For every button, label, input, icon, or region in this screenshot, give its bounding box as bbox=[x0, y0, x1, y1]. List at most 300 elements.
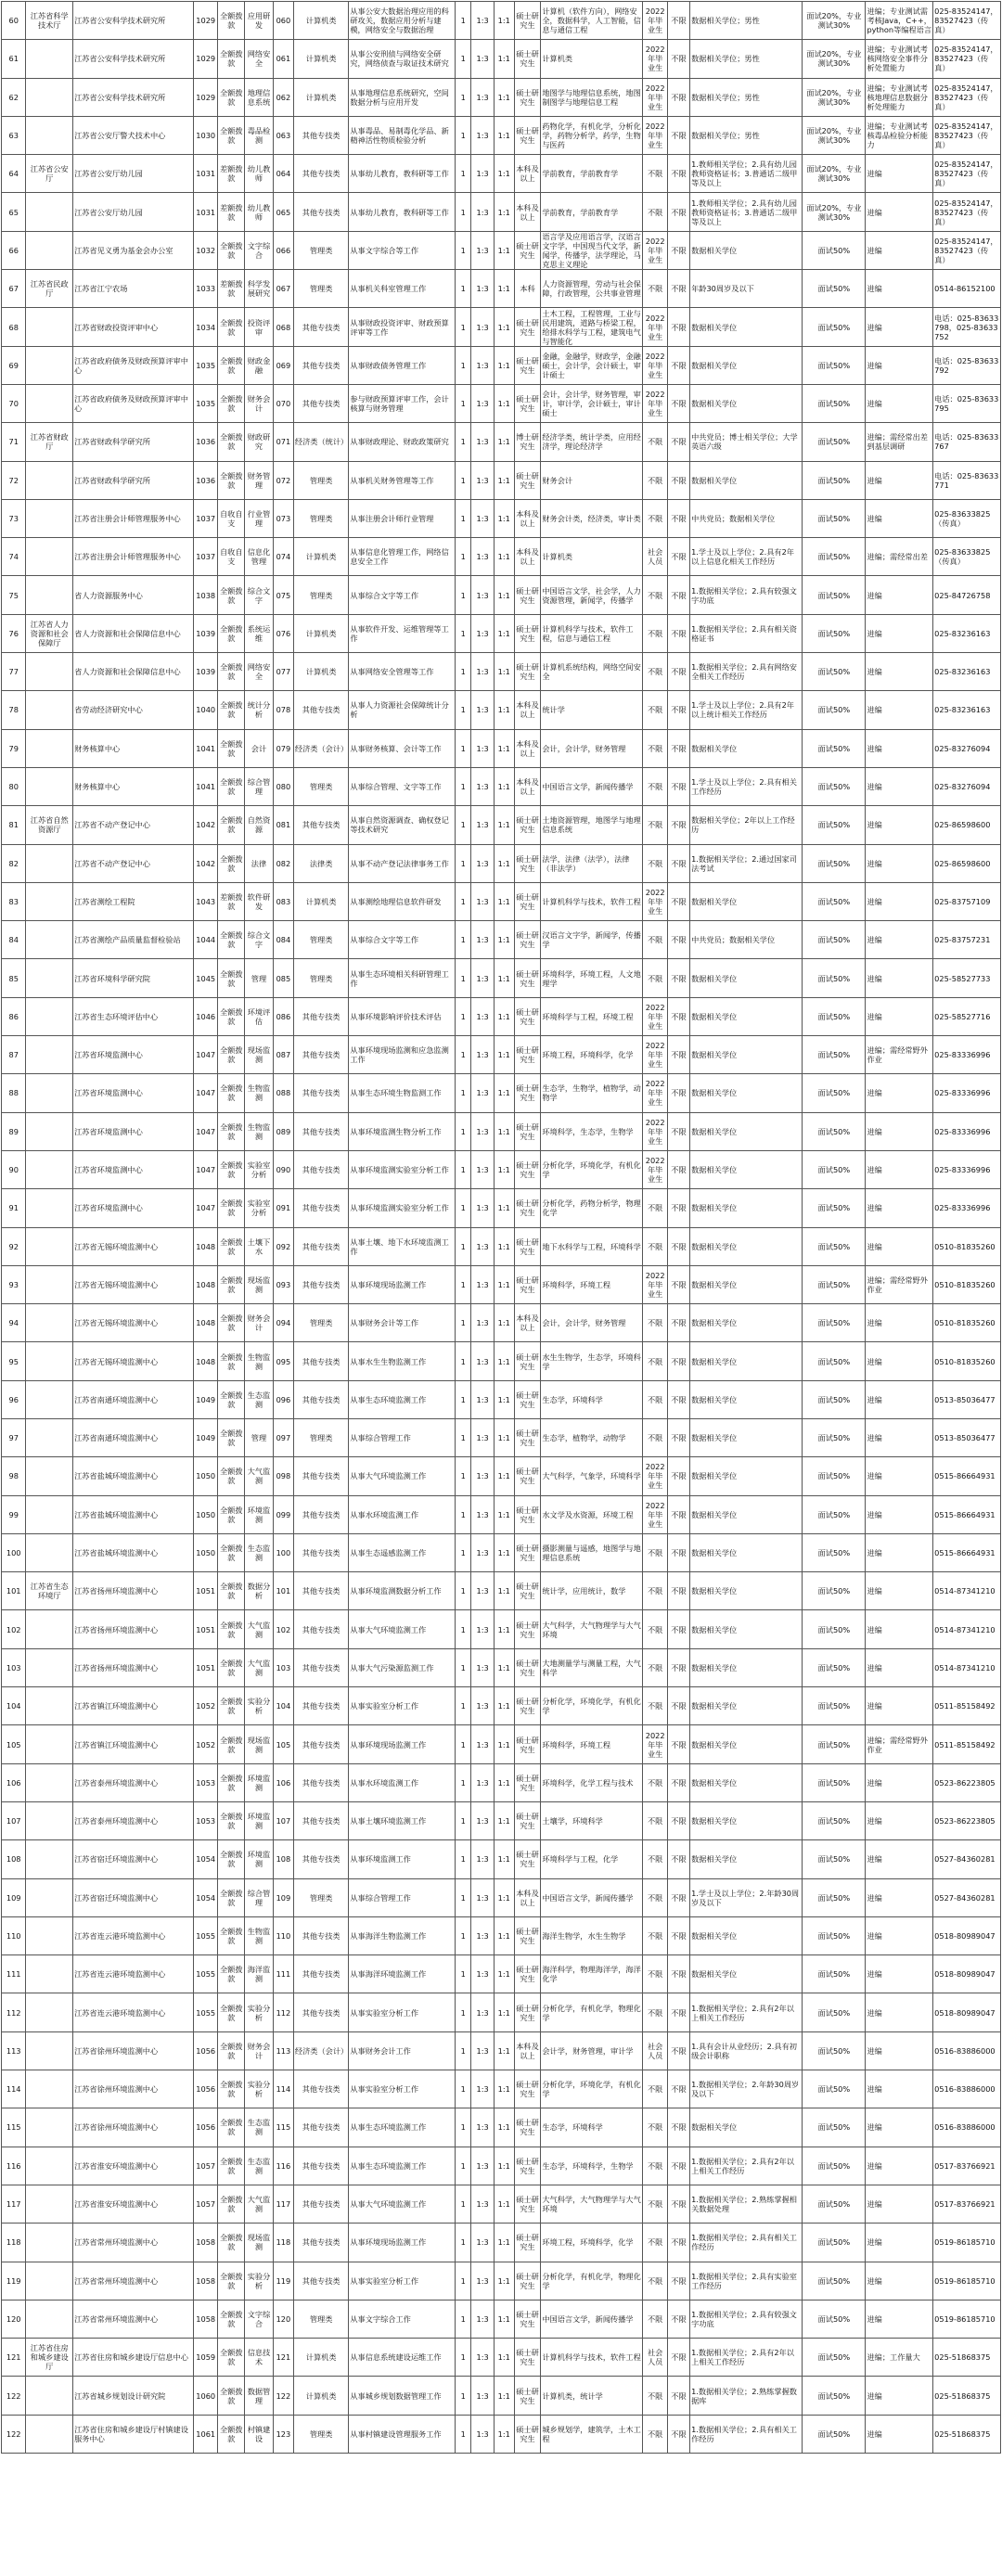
cell-pid: 110 bbox=[273, 1916, 293, 1954]
cell-note: 数据相关学位 bbox=[690, 882, 803, 920]
cell-ratio: 1:3 bbox=[471, 691, 494, 729]
cell-method: 面试50% bbox=[803, 806, 866, 844]
cell-dept bbox=[26, 576, 73, 614]
cell-type: 全额拨款 bbox=[218, 653, 245, 691]
cell-desc: 从事幼儿教育，教科研等工作 bbox=[349, 193, 456, 231]
cell-dept bbox=[26, 921, 73, 959]
cell-ratio2: 1:1 bbox=[494, 461, 514, 499]
cell-dept bbox=[26, 2300, 73, 2338]
cell-major: 计算机科学与技术，软件工程 bbox=[541, 882, 643, 920]
cell-cat: 其他专技类 bbox=[293, 1036, 348, 1074]
cell-cat: 其他专技类 bbox=[293, 116, 348, 154]
cell-uid: 1032 bbox=[194, 231, 218, 269]
cell-note: 中共党员；数据相关学位 bbox=[690, 499, 803, 537]
cell-post: 大气监测 bbox=[245, 2185, 274, 2223]
cell-phone: 0513-85036477 bbox=[933, 1418, 1001, 1456]
cell-uid: 1051 bbox=[194, 1648, 218, 1686]
cell-unit: 江苏省常州环境监测中心 bbox=[73, 2224, 194, 2262]
cell-post: 法律 bbox=[245, 844, 274, 882]
cell-ratio2: 1:1 bbox=[494, 384, 514, 422]
cell-unit: 江苏省泰州环境监测中心 bbox=[73, 1801, 194, 1839]
cell-note: 数据相关学位 bbox=[690, 231, 803, 269]
cell-desc: 从事软件开发、运维管理等工作 bbox=[349, 614, 456, 652]
cell-major: 生态学，环境科学 bbox=[541, 1380, 643, 1418]
table-row bbox=[2, 423, 1001, 461]
cell-uid: 1050 bbox=[194, 1495, 218, 1533]
cell-note: 数据相关学位；2年以上工作经历 bbox=[690, 806, 803, 844]
cell-major: 大气科学，大气物理学与大气环境 bbox=[541, 1610, 643, 1648]
cell-major: 财务会计 bbox=[541, 461, 643, 499]
cell-desc: 从事文字综合工作 bbox=[349, 2300, 456, 2338]
cell-pid: 072 bbox=[273, 461, 293, 499]
cell-req2: 不限 bbox=[667, 499, 689, 537]
cell-type: 全额拨款 bbox=[218, 767, 245, 805]
cell-pid: 067 bbox=[273, 270, 293, 308]
cell-edu: 硕士研究生 bbox=[514, 1036, 541, 1074]
cell-desc: 从事水环境监测工作 bbox=[349, 1763, 456, 1801]
cell-note: 1.学士及以上学位；2.具有2年以上信息化相关工作经历 bbox=[690, 538, 803, 576]
cell-req1: 不限 bbox=[643, 614, 667, 652]
cell-uid: 1045 bbox=[194, 959, 218, 997]
cell-req1: 2022年毕业生 bbox=[643, 308, 667, 346]
cell-major: 土地资源管理，地图学与地理信息系统 bbox=[541, 806, 643, 844]
cell-unit: 江苏省测绘产品质量监督检验站 bbox=[73, 921, 194, 959]
table-row bbox=[2, 767, 1001, 805]
cell-post: 现场监测 bbox=[245, 1265, 274, 1303]
cell-note: 1.数据相关学位；2.熟练掌握相关数据处理 bbox=[690, 2185, 803, 2223]
cell-method: 面试50% bbox=[803, 844, 866, 882]
cell-count: 1 bbox=[455, 231, 471, 269]
cell-major: 法学，法律（法学），法律（非法学） bbox=[541, 844, 643, 882]
cell-note: 数据相关学位 bbox=[690, 346, 803, 384]
cell-desc: 从事生态环境监测工作 bbox=[349, 2147, 456, 2185]
cell-count: 1 bbox=[455, 384, 471, 422]
cell-phone: 电话：025-83633767 bbox=[933, 423, 1001, 461]
cell-note: 数据相关学位 bbox=[690, 997, 803, 1035]
cell-post: 环境监测 bbox=[245, 1763, 274, 1801]
cell-uid: 1034 bbox=[194, 308, 218, 346]
cell-ratio2: 1:1 bbox=[494, 1763, 514, 1801]
cell-dept bbox=[26, 882, 73, 920]
table-row bbox=[2, 1036, 1001, 1074]
cell-edu: 博士研究生 bbox=[514, 423, 541, 461]
cell-cat: 其他专技类 bbox=[293, 1112, 348, 1150]
cell-unit: 江苏省徐州环境监测中心 bbox=[73, 2070, 194, 2108]
cell-desc: 从事综合管理、文字等工作 bbox=[349, 767, 456, 805]
cell-pid: 068 bbox=[273, 308, 293, 346]
cell-ratio2: 1:1 bbox=[494, 997, 514, 1035]
cell-ratio2: 1:1 bbox=[494, 2070, 514, 2108]
cell-phone: 0510-81835260 bbox=[933, 1227, 1001, 1265]
cell-phone: 025-83276094 bbox=[933, 767, 1001, 805]
cell-req2: 不限 bbox=[667, 1074, 689, 1112]
cell-type: 全额拨款 bbox=[218, 1036, 245, 1074]
cell-cat: 其他专技类 bbox=[293, 2147, 348, 2185]
table-row bbox=[2, 2224, 1001, 2262]
cell-req2: 不限 bbox=[667, 1763, 689, 1801]
cell-major: 中国语言文学，新闻传播学 bbox=[541, 2300, 643, 2338]
cell-phone: 0519-86185710 bbox=[933, 2224, 1001, 2262]
cell-extra: 进编；专业测试需考核Java，C++，python等编程语言 bbox=[866, 2, 933, 40]
cell-req1: 不限 bbox=[643, 2185, 667, 2223]
cell-no: 66 bbox=[2, 231, 26, 269]
cell-extra: 进编 bbox=[866, 1955, 933, 1993]
cell-post: 海洋监测 bbox=[245, 1955, 274, 1993]
cell-post: 生态监测 bbox=[245, 1380, 274, 1418]
cell-ratio: 1:3 bbox=[471, 653, 494, 691]
cell-no: 88 bbox=[2, 1074, 26, 1112]
cell-no: 104 bbox=[2, 1687, 26, 1725]
cell-uid: 1055 bbox=[194, 1993, 218, 2031]
cell-desc: 从事网络安全管理等工作 bbox=[349, 653, 456, 691]
cell-extra: 进编 bbox=[866, 346, 933, 384]
cell-post: 应用研发 bbox=[245, 2, 274, 40]
cell-req1: 2022年毕业生 bbox=[643, 1112, 667, 1150]
cell-method: 面试50% bbox=[803, 2147, 866, 2185]
table-row bbox=[2, 614, 1001, 652]
cell-count: 1 bbox=[455, 1112, 471, 1150]
cell-desc: 从事公安大数据治理应用的科研攻关，数据应用分析与建模，网络安全与数据治理 bbox=[349, 2, 456, 40]
cell-req1: 社会人员 bbox=[643, 2031, 667, 2070]
cell-count: 1 bbox=[455, 2, 471, 40]
cell-dept: 江苏省生态环境厅 bbox=[26, 1572, 73, 1610]
cell-post: 信息化管理 bbox=[245, 538, 274, 576]
cell-type: 全额拨款 bbox=[218, 997, 245, 1035]
cell-req2: 不限 bbox=[667, 1112, 689, 1150]
cell-ratio: 1:3 bbox=[471, 767, 494, 805]
cell-no: 74 bbox=[2, 538, 26, 576]
cell-no: 98 bbox=[2, 1457, 26, 1495]
cell-pid: 062 bbox=[273, 78, 293, 116]
cell-no: 91 bbox=[2, 1189, 26, 1227]
cell-desc: 从事环境监测实验室分析工作 bbox=[349, 1189, 456, 1227]
cell-edu: 硕士研究生 bbox=[514, 384, 541, 422]
cell-type: 全额拨款 bbox=[218, 1189, 245, 1227]
table-row bbox=[2, 2300, 1001, 2338]
cell-extra: 进编 bbox=[866, 576, 933, 614]
cell-edu: 硕士研究生 bbox=[514, 2147, 541, 2185]
cell-edu: 本科及以上 bbox=[514, 1878, 541, 1916]
cell-ratio: 1:3 bbox=[471, 997, 494, 1035]
cell-type: 全额拨款 bbox=[218, 2031, 245, 2070]
cell-post: 综合文字 bbox=[245, 576, 274, 614]
cell-method: 面试50% bbox=[803, 1495, 866, 1533]
cell-desc: 从事注册会计师行业管理 bbox=[349, 499, 456, 537]
cell-desc: 从事环境监测实验室分析工作 bbox=[349, 1150, 456, 1188]
cell-pid: 093 bbox=[273, 1265, 293, 1303]
cell-desc: 从事海洋环境监测工作 bbox=[349, 1955, 456, 1993]
cell-major: 城乡规划学，建筑学，土木工程 bbox=[541, 2415, 643, 2453]
cell-method: 面试20%，专业测试30% bbox=[803, 116, 866, 154]
cell-no: 105 bbox=[2, 1725, 26, 1763]
cell-req2: 不限 bbox=[667, 997, 689, 1035]
cell-uid: 1048 bbox=[194, 1304, 218, 1342]
cell-cat: 管理类 bbox=[293, 231, 348, 269]
cell-edu: 硕士研究生 bbox=[514, 1380, 541, 1418]
cell-extra: 进编 bbox=[866, 2031, 933, 2070]
cell-post: 数据分析 bbox=[245, 1572, 274, 1610]
cell-ratio: 1:3 bbox=[471, 921, 494, 959]
cell-unit: 江苏省连云港环境监测中心 bbox=[73, 1993, 194, 2031]
cell-req2: 不限 bbox=[667, 193, 689, 231]
table-row bbox=[2, 1533, 1001, 1571]
cell-pid: 075 bbox=[273, 576, 293, 614]
cell-ratio2: 1:1 bbox=[494, 1993, 514, 2031]
cell-desc: 从事环境监测数据分析工作 bbox=[349, 1572, 456, 1610]
cell-count: 1 bbox=[455, 882, 471, 920]
cell-unit: 江苏省扬州环境监测中心 bbox=[73, 1648, 194, 1686]
cell-method: 面试50% bbox=[803, 1457, 866, 1495]
cell-dept bbox=[26, 1725, 73, 1763]
cell-cat: 法律类 bbox=[293, 844, 348, 882]
cell-ratio: 1:3 bbox=[471, 423, 494, 461]
cell-req2: 不限 bbox=[667, 1304, 689, 1342]
cell-pid: 099 bbox=[273, 1495, 293, 1533]
cell-phone: 025-83336996 bbox=[933, 1189, 1001, 1227]
cell-req1: 不限 bbox=[643, 2147, 667, 2185]
cell-major: 环境工程，环境科学，化学 bbox=[541, 2224, 643, 2262]
cell-cat: 其他专技类 bbox=[293, 1457, 348, 1495]
cell-method: 面试50% bbox=[803, 1572, 866, 1610]
cell-req2: 不限 bbox=[667, 844, 689, 882]
cell-req1: 不限 bbox=[643, 193, 667, 231]
cell-extra: 进编 bbox=[866, 1916, 933, 1954]
cell-unit: 江苏省不动产登记中心 bbox=[73, 806, 194, 844]
cell-type: 全额拨款 bbox=[218, 2224, 245, 2262]
cell-extra: 进编 bbox=[866, 2377, 933, 2415]
cell-unit: 江苏省常州环境监测中心 bbox=[73, 2300, 194, 2338]
cell-post: 行业管理 bbox=[245, 499, 274, 537]
cell-extra: 进编 bbox=[866, 308, 933, 346]
cell-type: 差额拨款 bbox=[218, 193, 245, 231]
cell-edu: 硕士研究生 bbox=[514, 614, 541, 652]
cell-phone: 025-83633825（传真） bbox=[933, 538, 1001, 576]
cell-req1: 不限 bbox=[643, 423, 667, 461]
cell-count: 1 bbox=[455, 2339, 471, 2377]
cell-ratio2: 1:1 bbox=[494, 2339, 514, 2377]
cell-count: 1 bbox=[455, 1916, 471, 1954]
cell-post: 综合文字 bbox=[245, 921, 274, 959]
cell-phone: 025-83276094 bbox=[933, 729, 1001, 767]
cell-extra: 进编；工作量大 bbox=[866, 2339, 933, 2377]
cell-method: 面试50% bbox=[803, 1840, 866, 1878]
cell-type: 全额拨款 bbox=[218, 1572, 245, 1610]
cell-phone: 025-83524147，83527423（传真） bbox=[933, 116, 1001, 154]
cell-desc: 从事不动产登记法律事务工作 bbox=[349, 844, 456, 882]
cell-desc: 从事人力资源社会保障统计分析 bbox=[349, 691, 456, 729]
cell-cat: 其他专技类 bbox=[293, 2262, 348, 2300]
cell-dept bbox=[26, 2031, 73, 2070]
cell-edu: 本科 bbox=[514, 270, 541, 308]
cell-pid: 106 bbox=[273, 1763, 293, 1801]
cell-major: 会计，会计学，财务管理 bbox=[541, 729, 643, 767]
cell-major: 大气科学，大气物理学与大气环境 bbox=[541, 2185, 643, 2223]
table-row bbox=[2, 729, 1001, 767]
cell-dept bbox=[26, 116, 73, 154]
cell-unit: 财务核算中心 bbox=[73, 767, 194, 805]
cell-note: 1.数据相关学位；2.具有相关工作经历 bbox=[690, 2415, 803, 2453]
cell-ratio: 1:3 bbox=[471, 384, 494, 422]
cell-dept bbox=[26, 691, 73, 729]
cell-uid: 1029 bbox=[194, 78, 218, 116]
cell-ratio: 1:3 bbox=[471, 1227, 494, 1265]
cell-desc: 从事环境现场监测工作 bbox=[349, 1725, 456, 1763]
cell-pid: 096 bbox=[273, 1380, 293, 1418]
cell-uid: 1029 bbox=[194, 2, 218, 40]
cell-post: 管理 bbox=[245, 1418, 274, 1456]
cell-dept bbox=[26, 959, 73, 997]
cell-type: 全额拨款 bbox=[218, 1763, 245, 1801]
cell-no: 62 bbox=[2, 78, 26, 116]
cell-pid: 087 bbox=[273, 1036, 293, 1074]
cell-method: 面试50% bbox=[803, 2185, 866, 2223]
cell-dept bbox=[26, 1955, 73, 1993]
cell-pid: 098 bbox=[273, 1457, 293, 1495]
cell-count: 1 bbox=[455, 78, 471, 116]
cell-type: 全额拨款 bbox=[218, 2339, 245, 2377]
cell-dept bbox=[26, 729, 73, 767]
cell-count: 1 bbox=[455, 1495, 471, 1533]
cell-edu: 本科及以上 bbox=[514, 729, 541, 767]
cell-method: 面试50% bbox=[803, 1304, 866, 1342]
cell-pid: 083 bbox=[273, 882, 293, 920]
cell-req1: 2022年毕业生 bbox=[643, 997, 667, 1035]
cell-count: 1 bbox=[455, 1840, 471, 1878]
cell-count: 1 bbox=[455, 1993, 471, 2031]
cell-ratio: 1:3 bbox=[471, 844, 494, 882]
cell-no: 65 bbox=[2, 193, 26, 231]
cell-pid: 114 bbox=[273, 2070, 293, 2108]
cell-type: 全额拨款 bbox=[218, 729, 245, 767]
cell-note: 数据相关学位 bbox=[690, 1457, 803, 1495]
table-row bbox=[2, 1418, 1001, 1456]
cell-major: 分析化学，环境化学，有机化学 bbox=[541, 1687, 643, 1725]
cell-req2: 不限 bbox=[667, 1648, 689, 1686]
cell-unit: 江苏省镇江环境监测中心 bbox=[73, 1725, 194, 1763]
cell-extra: 进编 bbox=[866, 2147, 933, 2185]
cell-edu: 硕士研究生 bbox=[514, 346, 541, 384]
cell-desc: 从事环境现场监测和应急监测工作 bbox=[349, 1036, 456, 1074]
cell-type: 全额拨款 bbox=[218, 1687, 245, 1725]
cell-count: 1 bbox=[455, 155, 471, 193]
cell-major: 海洋科学，物理海洋学，海洋化学 bbox=[541, 1955, 643, 1993]
cell-pid: 088 bbox=[273, 1074, 293, 1112]
cell-pid: 061 bbox=[273, 40, 293, 78]
cell-count: 1 bbox=[455, 538, 471, 576]
cell-note: 中共党员；博士相关学位；大学英语六级 bbox=[690, 423, 803, 461]
cell-phone: 0511-85158492 bbox=[933, 1725, 1001, 1763]
cell-pid: 105 bbox=[273, 1725, 293, 1763]
cell-desc: 从事财政债务管理工作 bbox=[349, 346, 456, 384]
cell-no: 64 bbox=[2, 155, 26, 193]
cell-ratio: 1:3 bbox=[471, 499, 494, 537]
cell-major: 生态学，生物学，植物学，动物学 bbox=[541, 1074, 643, 1112]
cell-extra: 进编 bbox=[866, 844, 933, 882]
cell-method: 面试50% bbox=[803, 2377, 866, 2415]
cell-extra: 进编 bbox=[866, 691, 933, 729]
cell-dept bbox=[26, 308, 73, 346]
cell-dept bbox=[26, 1380, 73, 1418]
cell-no: 118 bbox=[2, 2224, 26, 2262]
cell-note: 数据相关学位 bbox=[690, 1074, 803, 1112]
cell-uid: 1055 bbox=[194, 1916, 218, 1954]
cell-no: 68 bbox=[2, 308, 26, 346]
cell-pid: 120 bbox=[273, 2300, 293, 2338]
cell-edu: 硕士研究生 bbox=[514, 78, 541, 116]
cell-major: 学前教育，学前教育学 bbox=[541, 193, 643, 231]
cell-dept bbox=[26, 1342, 73, 1380]
cell-uid: 1058 bbox=[194, 2300, 218, 2338]
cell-req1: 不限 bbox=[643, 2224, 667, 2262]
cell-pid: 080 bbox=[273, 767, 293, 805]
cell-uid: 1059 bbox=[194, 2339, 218, 2377]
cell-ratio: 1:3 bbox=[471, 2, 494, 40]
cell-dept bbox=[26, 2185, 73, 2223]
cell-cat: 计算机类 bbox=[293, 40, 348, 78]
cell-cat: 其他专技类 bbox=[293, 346, 348, 384]
cell-major: 分析化学，有机化学，物理化学 bbox=[541, 1993, 643, 2031]
cell-no: 107 bbox=[2, 1801, 26, 1839]
cell-desc: 从事财务会计等工作 bbox=[349, 1304, 456, 1342]
cell-req2: 不限 bbox=[667, 346, 689, 384]
cell-phone: 电话：025-83633798，025-83633752 bbox=[933, 308, 1001, 346]
cell-unit: 江苏省南通环境监测中心 bbox=[73, 1418, 194, 1456]
cell-req2: 不限 bbox=[667, 2108, 689, 2147]
cell-cat: 其他专技类 bbox=[293, 1533, 348, 1571]
cell-major: 经济学类，统计学类，应用经济学，理论经济学 bbox=[541, 423, 643, 461]
cell-note: 数据相关学位 bbox=[690, 1418, 803, 1456]
cell-edu: 硕士研究生 bbox=[514, 959, 541, 997]
cell-post: 土壤下水 bbox=[245, 1227, 274, 1265]
cell-pid: 091 bbox=[273, 1189, 293, 1227]
cell-count: 1 bbox=[455, 1418, 471, 1456]
cell-type: 全额拨款 bbox=[218, 461, 245, 499]
cell-extra: 进编 bbox=[866, 767, 933, 805]
cell-uid: 1047 bbox=[194, 1036, 218, 1074]
cell-uid: 1046 bbox=[194, 997, 218, 1035]
cell-req2: 不限 bbox=[667, 1533, 689, 1571]
cell-note: 1.学士及以上学位；2.具有2年以上统计相关工作经历 bbox=[690, 691, 803, 729]
cell-ratio2: 1:1 bbox=[494, 691, 514, 729]
cell-type: 全额拨款 bbox=[218, 1150, 245, 1188]
cell-pid: 064 bbox=[273, 155, 293, 193]
cell-major: 摄影测量与遥感，地图学与地理信息系统 bbox=[541, 1533, 643, 1571]
cell-ratio: 1:3 bbox=[471, 2031, 494, 2070]
cell-post: 会计 bbox=[245, 729, 274, 767]
cell-uid: 1047 bbox=[194, 1074, 218, 1112]
cell-unit: 江苏省不动产登记中心 bbox=[73, 844, 194, 882]
cell-count: 1 bbox=[455, 2185, 471, 2223]
cell-cat: 其他专技类 bbox=[293, 155, 348, 193]
cell-pid: 104 bbox=[273, 1687, 293, 1725]
cell-cat: 计算机类 bbox=[293, 614, 348, 652]
cell-ratio2: 1:1 bbox=[494, 2031, 514, 2070]
cell-req2: 不限 bbox=[667, 1150, 689, 1188]
cell-method: 面试50% bbox=[803, 1878, 866, 1916]
cell-ratio: 1:3 bbox=[471, 1112, 494, 1150]
cell-method: 面试50% bbox=[803, 2262, 866, 2300]
cell-uid: 1044 bbox=[194, 921, 218, 959]
cell-req1: 不限 bbox=[643, 576, 667, 614]
cell-major: 环境科学，生态学，生物学 bbox=[541, 1112, 643, 1150]
cell-ratio2: 1:1 bbox=[494, 423, 514, 461]
cell-ratio2: 1:1 bbox=[494, 538, 514, 576]
cell-no: 75 bbox=[2, 576, 26, 614]
cell-desc: 从事机关财务管理等工作 bbox=[349, 461, 456, 499]
cell-req2: 不限 bbox=[667, 40, 689, 78]
cell-phone: 0510-81835260 bbox=[933, 1304, 1001, 1342]
cell-dept: 江苏省科学技术厅 bbox=[26, 2, 73, 40]
